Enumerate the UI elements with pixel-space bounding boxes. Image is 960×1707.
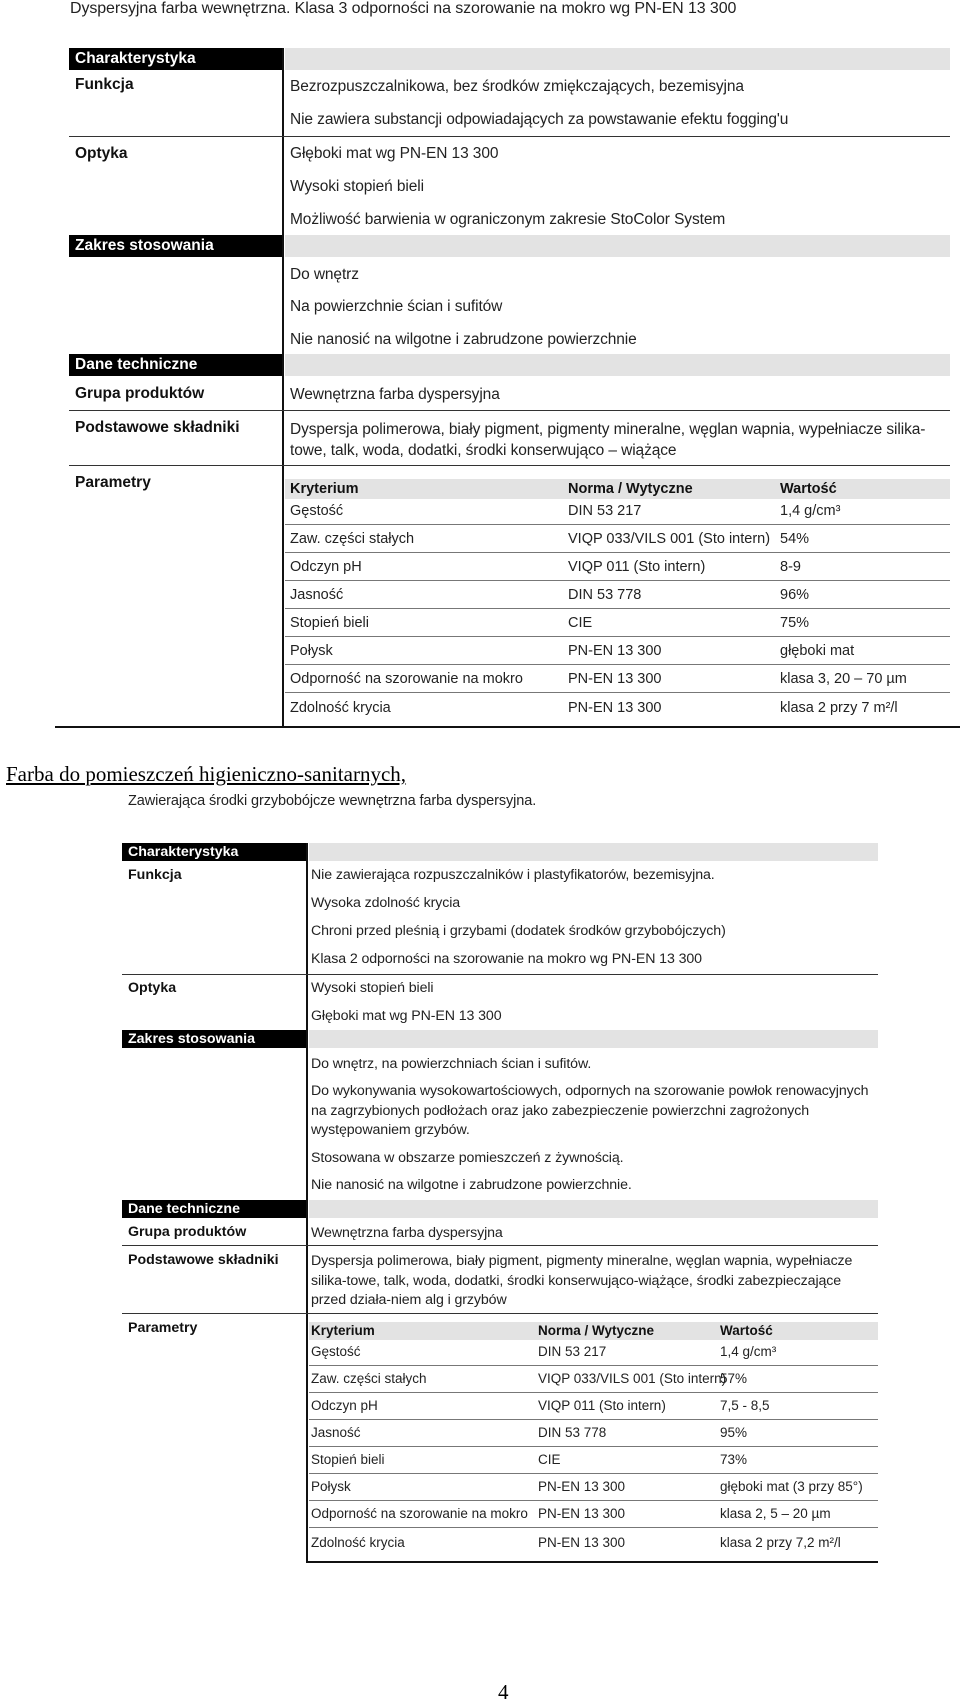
row-divider bbox=[285, 692, 950, 693]
skladniki-value: Dyspersja polimerowa, biały pigment, pigmenty mineralne, węglan wapnia, wypełniacze silika-towe, talk, woda, dodatki, środki konserwująco-wiążące, środki zabezpieczające przed działa-niem alg i grzybów bbox=[311, 1253, 853, 1308]
table-cell: 1,4 g/cm³ bbox=[720, 1344, 777, 1359]
table-cell: Połysk bbox=[311, 1479, 351, 1494]
doc1-title: Dyspersyjna farba wewnętrzna. Klasa 3 odporności na szorowanie na mokro wg PN-EN 13 300 bbox=[70, 0, 737, 17]
col-header-kryterium: Kryterium bbox=[290, 481, 359, 497]
table-cell: CIE bbox=[568, 615, 593, 631]
table-cell: głęboki mat bbox=[780, 643, 855, 659]
optyka-item: Głęboki mat wg PN-EN 13 300 bbox=[290, 145, 499, 162]
table-cell: PN-EN 13 300 bbox=[538, 1506, 626, 1521]
row-divider bbox=[285, 608, 950, 609]
table-cell: Zdolność krycia bbox=[290, 700, 391, 716]
table-cell: 75% bbox=[780, 615, 810, 631]
label-parametry: Parametry bbox=[75, 474, 151, 491]
skladniki-value: Dyspersja polimerowa, biały pigment, pigmenty mineralne, węglan wapnia, wypełniacze silika-towe, talk, woda, dodatki, środki konserwująco – wiążące bbox=[290, 421, 926, 459]
row-divider bbox=[309, 1500, 878, 1501]
section-bar-zakres: Zakres stosowania bbox=[122, 1030, 308, 1048]
row-divider bbox=[285, 580, 950, 581]
table-cell: Zdolność krycia bbox=[311, 1535, 405, 1550]
doc1-grey-band bbox=[285, 235, 950, 257]
zakres-item: Stosowana w obszarze pomieszczeń z żywnością. bbox=[311, 1150, 624, 1166]
table-cell: VIQP 011 (Sto intern) bbox=[568, 559, 706, 575]
col-header-wartosc: Wartość bbox=[780, 481, 837, 497]
table-cell: Zaw. części stałych bbox=[311, 1371, 427, 1386]
row-divider bbox=[309, 1527, 878, 1528]
table-cell: 8-9 bbox=[780, 559, 801, 575]
table-cell: 7,5 - 8,5 bbox=[720, 1398, 770, 1413]
table-cell: Jasność bbox=[311, 1425, 361, 1440]
doc1-bottom-rule bbox=[55, 726, 960, 728]
table-cell: klasa 2, 5 – 20 µm bbox=[720, 1506, 831, 1521]
label-optyka: Optyka bbox=[75, 145, 128, 162]
divider bbox=[122, 1313, 878, 1314]
section-bar-charakterystyka: Charakterystyka bbox=[69, 48, 284, 70]
row-divider bbox=[309, 1419, 878, 1420]
doc2-grey-band bbox=[309, 843, 878, 861]
table-cell: DIN 53 778 bbox=[568, 587, 642, 603]
divider bbox=[69, 136, 950, 137]
grupa-value: Wewnętrzna farba dyspersyjna bbox=[311, 1225, 503, 1241]
section-bar-charakterystyka: Charakterystyka bbox=[122, 843, 308, 861]
table-cell: DIN 53 217 bbox=[538, 1344, 607, 1359]
row-divider bbox=[285, 552, 950, 553]
divider bbox=[122, 1245, 878, 1246]
divider bbox=[69, 410, 950, 411]
table-cell: klasa 2 przy 7 m²/l bbox=[780, 700, 898, 716]
section-heading: Farba do pomieszczeń higieniczno-sanitarnych, bbox=[6, 762, 407, 786]
doc2-grey-band bbox=[309, 1200, 878, 1218]
row-divider bbox=[285, 524, 950, 525]
section-bar-dane: Dane techniczne bbox=[69, 354, 284, 376]
optyka-item: Wysoki stopień bieli bbox=[311, 980, 434, 996]
doc2-grey-band bbox=[309, 1030, 878, 1048]
table-cell: Odczyn pH bbox=[311, 1398, 378, 1413]
row-divider bbox=[309, 1446, 878, 1447]
zakres-item: Na powierzchnie ścian i sufitów bbox=[290, 298, 503, 315]
label-grupa-produktow: Grupa produktów bbox=[128, 1224, 247, 1240]
zakres-item: Do wykonywania wysokowartościowych, odpornych na szorowanie powłok renowacyjnych na zagrzybionych podłożach oraz jako zabezpieczenie powierzchni zagrożonych występowaniem grzybów. bbox=[311, 1083, 869, 1138]
col-header-wartosc: Wartość bbox=[720, 1323, 773, 1338]
row-divider bbox=[309, 1365, 878, 1366]
label-parametry: Parametry bbox=[128, 1320, 198, 1336]
funkcja-item: Nie zawiera substancji odpowiadających za powstawanie efektu fogging'u bbox=[290, 111, 789, 128]
table-cell: CIE bbox=[538, 1452, 561, 1467]
table-cell: Stopień bieli bbox=[311, 1452, 385, 1467]
doc1-grey-band bbox=[285, 48, 950, 70]
row-divider bbox=[309, 1473, 878, 1474]
divider bbox=[122, 974, 878, 975]
funkcja-item: Wysoka zdolność krycia bbox=[311, 895, 461, 911]
label-optyka: Optyka bbox=[128, 980, 177, 996]
section-bar-dane: Dane techniczne bbox=[122, 1200, 308, 1218]
label-grupa-produktow: Grupa produktów bbox=[75, 385, 205, 402]
row-divider bbox=[309, 1392, 878, 1393]
table-cell: głęboki mat (3 przy 85°) bbox=[720, 1479, 863, 1494]
col-header-norma: Norma / Wytyczne bbox=[568, 481, 693, 497]
optyka-item: Głęboki mat wg PN-EN 13 300 bbox=[311, 1008, 502, 1024]
table-cell: DIN 53 778 bbox=[538, 1425, 607, 1440]
table-cell: VIQP 011 (Sto intern) bbox=[538, 1398, 666, 1413]
table-cell: Połysk bbox=[290, 643, 333, 659]
optyka-item: Możliwość barwienia w ograniczonym zakresie StoColor System bbox=[290, 211, 726, 228]
table-cell: VIQP 033/VILS 001 (Sto intern) bbox=[538, 1371, 727, 1386]
doc1-vertical-divider bbox=[282, 48, 284, 728]
table-cell: 73% bbox=[720, 1452, 748, 1467]
table-cell: Odporność na szorowanie na mokro bbox=[311, 1506, 528, 1521]
table-cell: Gęstość bbox=[290, 503, 344, 519]
table-cell: 57% bbox=[720, 1371, 748, 1386]
col-header-norma: Norma / Wytyczne bbox=[538, 1323, 655, 1338]
label-funkcja: Funkcja bbox=[75, 76, 134, 93]
doc2-bottom-rule bbox=[306, 1561, 878, 1563]
table-cell: 54% bbox=[780, 531, 810, 547]
table-cell: Gęstość bbox=[311, 1344, 361, 1359]
table-cell: Stopień bieli bbox=[290, 615, 369, 631]
funkcja-item: Chroni przed pleśnią i grzybami (dodatek środków grzybobójczych) bbox=[311, 923, 726, 939]
doc1-grey-band bbox=[285, 354, 950, 376]
grupa-value: Wewnętrzna farba dyspersyjna bbox=[290, 386, 500, 403]
row-divider bbox=[285, 664, 950, 665]
doc2-title: Zawierająca środki grzybobójcze wewnętrzna farba dyspersyjna. bbox=[128, 793, 537, 809]
section-bar-zakres: Zakres stosowania bbox=[69, 235, 284, 257]
table-cell: Zaw. części stałych bbox=[290, 531, 415, 547]
divider bbox=[69, 465, 950, 466]
funkcja-item: Bezrozpuszczalnikowa, bez środków zmiękczających, bezemisyjna bbox=[290, 78, 744, 95]
optyka-item: Wysoki stopień bieli bbox=[290, 178, 424, 195]
page-number: 4 bbox=[498, 1680, 509, 1704]
row-divider bbox=[285, 636, 950, 637]
table-cell: 95% bbox=[720, 1425, 748, 1440]
table-cell: 1,4 g/cm³ bbox=[780, 503, 841, 519]
zakres-item: Nie nanosić na wilgotne i zabrudzone powierzchnie. bbox=[311, 1177, 632, 1193]
funkcja-item: Nie zawierająca rozpuszczalników i plastyfikatorów, bezemisyjna. bbox=[311, 867, 715, 883]
zakres-item: Do wnętrz bbox=[290, 266, 359, 283]
table-cell: Odporność na szorowanie na mokro bbox=[290, 671, 523, 687]
table-cell: PN-EN 13 300 bbox=[568, 671, 662, 687]
table-cell: klasa 2 przy 7,2 m²/l bbox=[720, 1535, 841, 1550]
zakres-item: Do wnętrz, na powierzchniach ścian i sufitów. bbox=[311, 1056, 592, 1072]
table-cell: Jasność bbox=[290, 587, 344, 603]
label-skladniki: Podstawowe składniki bbox=[75, 419, 240, 436]
doc2-vertical-divider bbox=[306, 843, 308, 1563]
table-cell: VIQP 033/VILS 001 (Sto intern) bbox=[568, 531, 771, 547]
table-cell: PN-EN 13 300 bbox=[538, 1535, 626, 1550]
zakres-item: Nie nanosić na wilgotne i zabrudzone powierzchnie bbox=[290, 331, 637, 348]
table-cell: PN-EN 13 300 bbox=[568, 643, 662, 659]
label-funkcja: Funkcja bbox=[128, 867, 182, 883]
table-cell: DIN 53 217 bbox=[568, 503, 642, 519]
funkcja-item: Klasa 2 odporności na szorowanie na mokro wg PN-EN 13 300 bbox=[311, 951, 702, 967]
col-header-kryterium: Kryterium bbox=[311, 1323, 375, 1338]
table-cell: 96% bbox=[780, 587, 810, 603]
table-cell: klasa 3, 20 – 70 µm bbox=[780, 671, 907, 687]
table-cell: PN-EN 13 300 bbox=[568, 700, 662, 716]
label-skladniki: Podstawowe składniki bbox=[128, 1252, 279, 1268]
table-cell: PN-EN 13 300 bbox=[538, 1479, 626, 1494]
table-cell: Odczyn pH bbox=[290, 559, 362, 575]
